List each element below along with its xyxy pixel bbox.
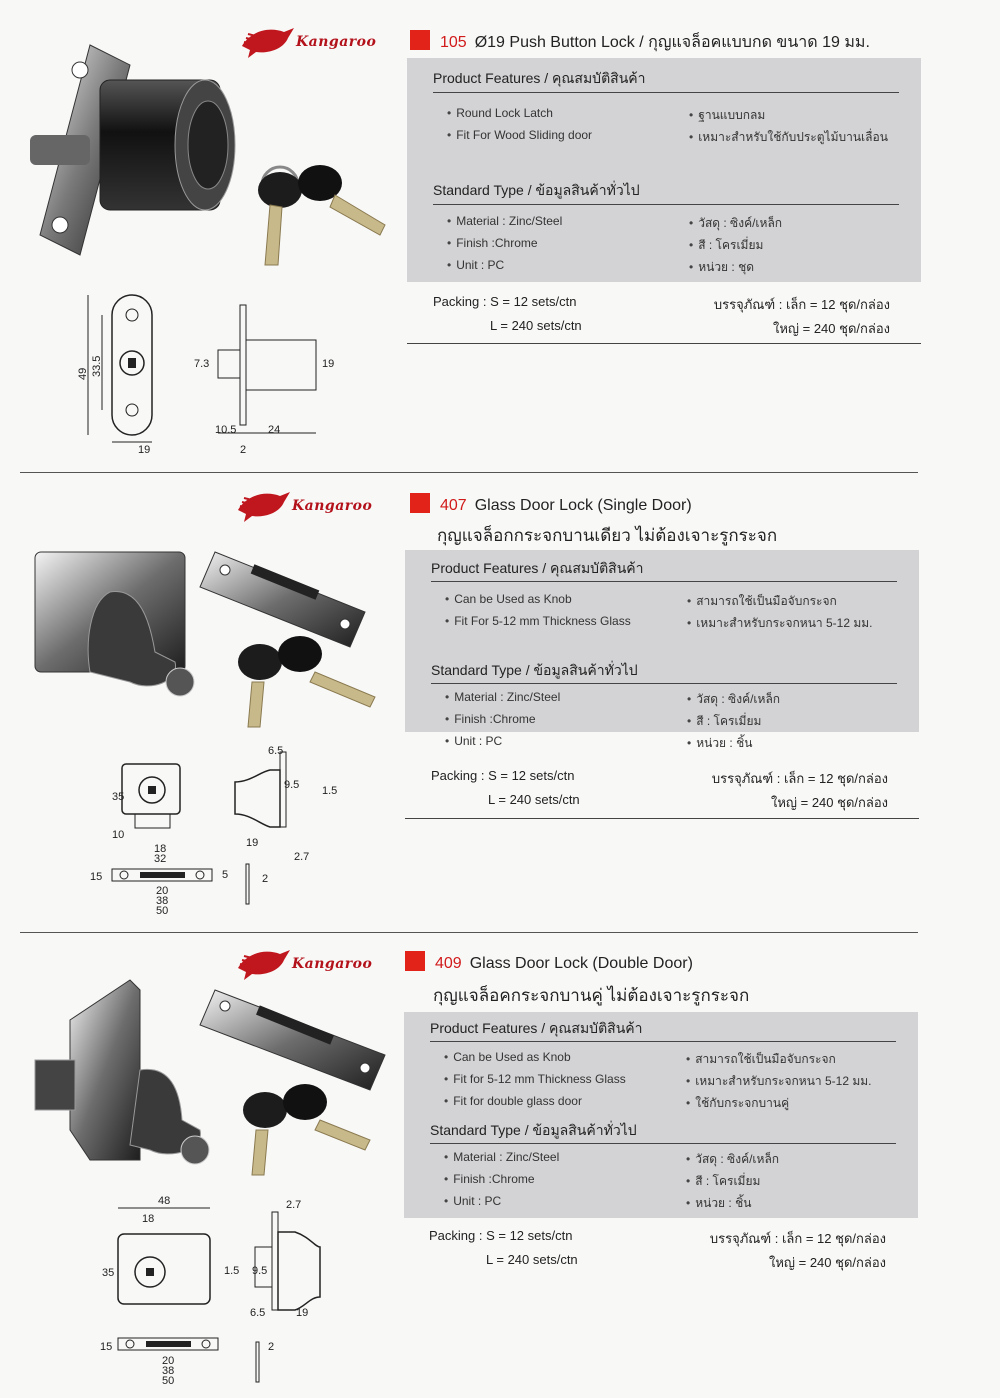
red-square-marker: [410, 30, 430, 50]
kangaroo-logo-icon: [236, 488, 292, 522]
dim-label: 2: [262, 873, 269, 885]
product-code: 105: [440, 34, 467, 51]
feature-item: • Fit for double glass door: [444, 1094, 582, 1108]
product-title: [405, 951, 693, 973]
dim-label: 15: [100, 1341, 113, 1353]
feature-item: • Fit For Wood Sliding door: [447, 128, 592, 142]
standard-item-th: • วัสดุ : ซิงค์/เหล็ก: [686, 1150, 779, 1169]
section-divider: [20, 472, 918, 473]
product-subtitle: กุญแจล็อกกระจกบานเดียว ไม่ต้องเจาะรูกระจก: [437, 526, 778, 545]
dim-label: 19: [138, 444, 151, 456]
heading-rule: [431, 581, 897, 582]
section-divider: [20, 932, 918, 933]
product-code: 407: [440, 497, 467, 514]
dim-label: 10.5: [215, 424, 237, 436]
packing-large: L = 240 sets/ctn: [490, 318, 582, 333]
features-heading: Product Features / คุณสมบัติสินค้า: [430, 1020, 643, 1036]
standard-item-th: • วัสดุ : ซิงค์/เหล็ก: [687, 690, 780, 709]
dim-label: 49: [77, 367, 89, 380]
dim-label: 38: [162, 1365, 175, 1377]
standard-item-th: • หน่วย : ชิ้น: [686, 1194, 751, 1213]
dim-label: 10: [112, 829, 125, 841]
dim-label: 50: [162, 1375, 175, 1387]
spec-panel: [404, 1012, 918, 1218]
feature-item: • Can be Used as Knob: [445, 592, 572, 606]
product-name: Glass Door Lock (Single Door): [474, 497, 692, 514]
dim-label: 32: [154, 853, 167, 865]
packing-small-th: บรรจุภัณฑ์ : เล็ก = 12 ชุด/กล่อง: [709, 1231, 886, 1246]
feature-item-th: • ฐานแบบกลม: [689, 106, 765, 125]
dim-label: 24: [268, 424, 281, 436]
product-title: [410, 493, 692, 515]
packing-large-th: ใหญ่ = 240 ชุด/กล่อง: [771, 795, 888, 810]
feature-item-th: • เหมาะสำหรับใช้กับประตูไม้บานเลื่อน: [689, 128, 888, 147]
dim-label: 19: [296, 1307, 309, 1319]
packing-small-th: บรรจุภัณฑ์ : เล็ก = 12 ชุด/กล่อง: [713, 297, 890, 312]
spec-panel: [405, 550, 919, 732]
packing-small: Packing : S = 12 sets/ctn: [433, 294, 577, 309]
brand-logo: [236, 488, 373, 528]
standard-item-th: • หน่วย : ชุด: [689, 258, 754, 277]
packing-rule: [405, 818, 919, 819]
dim-label: 9.5: [284, 779, 300, 791]
red-square-marker: [405, 951, 425, 971]
packing-small-th: บรรจุภัณฑ์ : เล็ก = 12 ชุด/กล่อง: [711, 771, 888, 786]
feature-item: • Can be Used as Knob: [444, 1050, 571, 1064]
dim-label: 50: [156, 905, 169, 917]
heading-rule: [433, 92, 899, 93]
dim-label: 19: [246, 837, 259, 849]
spec-panel: [407, 58, 921, 282]
standard-item: • Unit : PC: [444, 1194, 501, 1208]
dim-label: 1.5: [322, 785, 338, 797]
product-name: Glass Door Lock (Double Door): [469, 955, 693, 972]
standard-item: • Material : Zinc/Steel: [444, 1150, 559, 1164]
standard-item-th: • หน่วย : ชิ้น: [687, 734, 752, 753]
product-code: 409: [435, 955, 462, 972]
dim-label: 38: [156, 895, 169, 907]
feature-item: • Fit for 5-12 mm Thickness Glass: [444, 1072, 626, 1086]
product-photo: [30, 980, 390, 1180]
dim-label: 33.5: [91, 355, 103, 377]
feature-item-th: • ใช้กับกระจกบานคู่: [686, 1094, 789, 1113]
product-name: Ø19 Push Button Lock / กุญแจล็อคแบบกด ขนาด 19 มม.: [474, 34, 870, 51]
standard-item-th: • วัสดุ : ซิงค์/เหล็ก: [689, 214, 782, 233]
packing-small: Packing : S = 12 sets/ctn: [429, 1228, 573, 1243]
kangaroo-logo-icon: [236, 946, 292, 980]
dim-label: 1.5: [224, 1265, 240, 1277]
packing-large-th: ใหญ่ = 240 ชุด/กล่อง: [773, 321, 890, 336]
standard-heading: Standard Type / ข้อมูลสินค้าทั่วไป: [433, 182, 640, 198]
dim-label: 5: [222, 869, 229, 881]
heading-rule: [433, 204, 899, 205]
standard-item: • Material : Zinc/Steel: [445, 690, 560, 704]
dim-label: 6.5: [250, 1307, 266, 1319]
feature-item: • Fit For 5-12 mm Thickness Glass: [445, 614, 631, 628]
standard-item-th: • สี : โครเมี่ยม: [686, 1172, 760, 1191]
dim-label: 2.7: [286, 1199, 302, 1211]
dim-label: 18: [154, 843, 167, 855]
features-heading: Product Features / คุณสมบัติสินค้า: [431, 560, 644, 576]
dim-label: 2.7: [294, 851, 310, 863]
dim-label: 48: [158, 1195, 171, 1207]
heading-rule: [430, 1041, 896, 1042]
standard-heading: Standard Type / ข้อมูลสินค้าทั่วไป: [430, 1122, 637, 1138]
features-heading: Product Features / คุณสมบัติสินค้า: [433, 70, 646, 86]
dim-label: 2: [240, 444, 247, 456]
brand-logo-text: Kangaroo: [292, 956, 373, 972]
packing-large: L = 240 sets/ctn: [488, 792, 580, 807]
standard-item: • Finish :Chrome: [445, 712, 536, 726]
product-photo: [30, 532, 390, 732]
standard-item: • Material : Zinc/Steel: [447, 214, 562, 228]
technical-drawing: [70, 285, 370, 460]
packing-rule: [407, 343, 921, 344]
standard-item: • Finish :Chrome: [444, 1172, 535, 1186]
feature-item-th: • เหมาะสำหรับกระจกหนา 5-12 มม.: [687, 614, 873, 633]
feature-item-th: • สามารถใช้เป็นมือจับกระจก: [687, 592, 837, 611]
feature-item-th: • สามารถใช้เป็นมือจับกระจก: [686, 1050, 836, 1069]
dim-label: 19: [322, 358, 335, 370]
heading-rule: [430, 1143, 896, 1144]
standard-item: • Finish :Chrome: [447, 236, 538, 250]
dim-label: 35: [112, 791, 125, 803]
standard-item-th: • สี : โครเมี่ยม: [687, 712, 761, 731]
packing-small: Packing : S = 12 sets/ctn: [431, 768, 575, 783]
dim-label: 20: [162, 1355, 175, 1367]
standard-item: • Unit : PC: [445, 734, 502, 748]
standard-heading: Standard Type / ข้อมูลสินค้าทั่วไป: [431, 662, 638, 678]
heading-rule: [431, 683, 897, 684]
dim-label: 35: [102, 1267, 115, 1279]
dim-label: 2: [268, 1341, 275, 1353]
dim-label: 7.3: [194, 358, 210, 370]
feature-item: • Round Lock Latch: [447, 106, 553, 120]
product-subtitle: กุญแจล็อคกระจกบานคู่ ไม่ต้องเจาะรูกระจก: [433, 986, 750, 1005]
feature-item-th: • เหมาะสำหรับกระจกหนา 5-12 มม.: [686, 1072, 872, 1091]
technical-drawing: [80, 742, 338, 922]
dim-label: 18: [142, 1213, 155, 1225]
product-photo: [20, 25, 400, 275]
red-square-marker: [410, 493, 430, 513]
technical-drawing: [90, 1192, 350, 1392]
standard-item: • Unit : PC: [447, 258, 504, 272]
brand-logo-text: Kangaroo: [296, 34, 377, 50]
standard-item-th: • สี : โครเมี่ยม: [689, 236, 763, 255]
product-title: [410, 30, 870, 55]
brand-logo-text: Kangaroo: [292, 498, 373, 514]
dim-label: 6.5: [268, 745, 284, 757]
packing-large: L = 240 sets/ctn: [486, 1252, 578, 1267]
dim-label: 9.5: [252, 1265, 268, 1277]
dim-label: 15: [90, 871, 103, 883]
dim-label: 20: [156, 885, 169, 897]
packing-large-th: ใหญ่ = 240 ชุด/กล่อง: [769, 1255, 886, 1270]
